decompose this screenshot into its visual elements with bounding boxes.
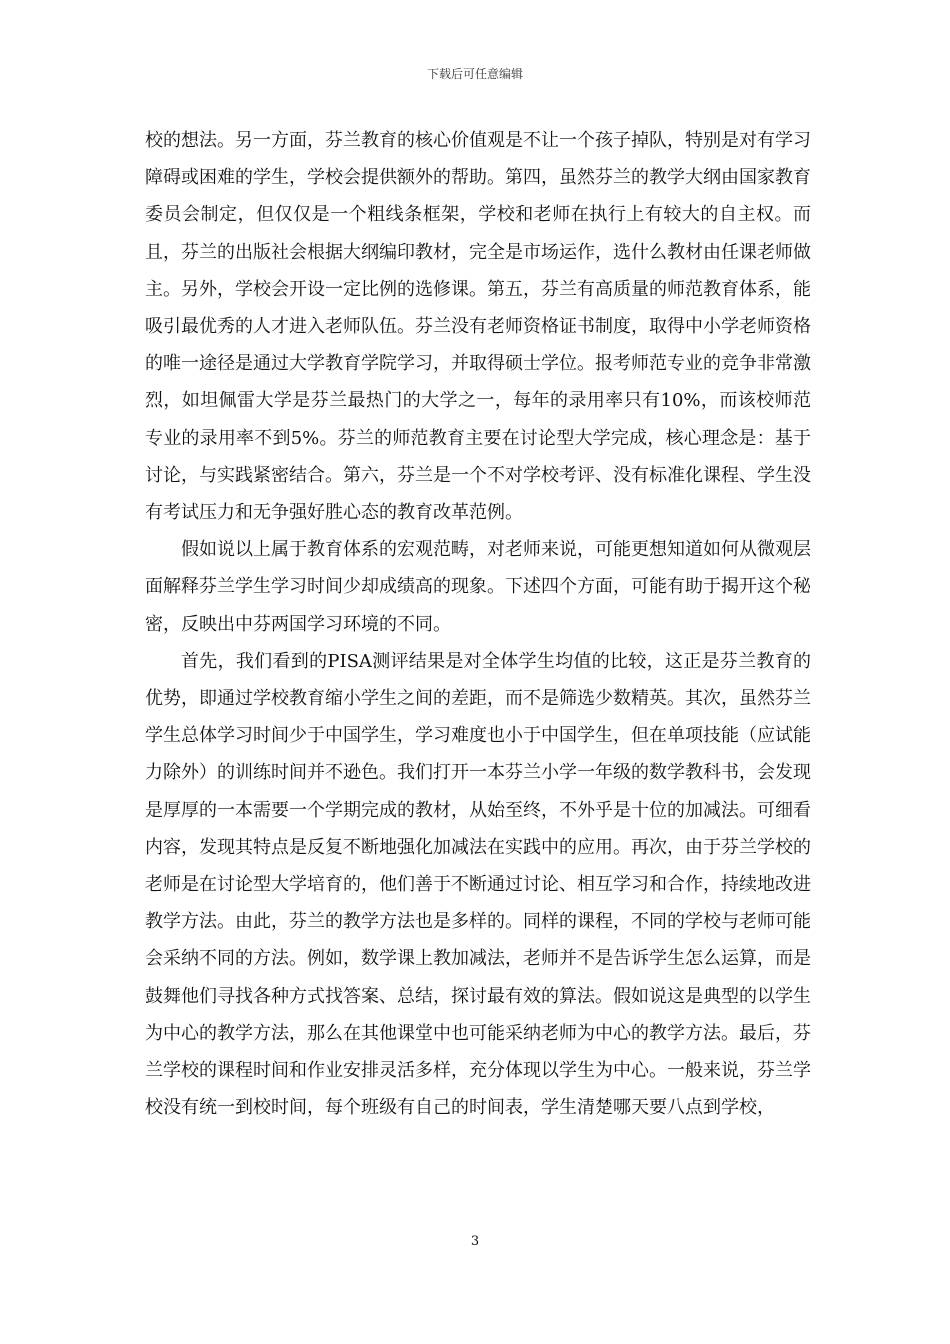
document-body: [145, 122, 811, 1126]
page-number: 3: [470, 1234, 480, 1249]
paragraph-1: 校的想法。另一方面，芬兰教育的核心价值观是不让一个孩子掉队，特别是对有学习障碍或困难的学生，学校会提供额外的帮助。第四，虽然芬兰的教学大纲由国家教育委员会制定，但仅仅是一个粗线条框架，学校和老师在执行上有较大的自主权。而且，芬兰的出版社会根据大纲编印教材，完全是市场运作，选什么教材由任课老师做主。另外，学校会开设一定比例的选修课。第五，芬兰有高质量的师范教育体系，能吸引最优秀的人才进入老师队伍。芬兰没有老师资格证书制度，取得中小学老师资格的唯一途径是通过大学教育学院学习，并取得硕士学位。报考师范专业的竞争非常激烈，如坦佩雷大学是芬兰最热门的大学之一，每年的录用率只有10%，而该校师范专业的录用率不到5%。芬兰的师范教育主要在讨论型大学完成，核心理念是：基于讨论，与实践紧密结合。第六，芬兰是一个不对学校考评、没有标准化课程、学生没有考试压力和无争强好胜心态的教育改革范例。: [145, 130, 811, 524]
page-header: 下载后可任意编辑: [426, 67, 523, 81]
paragraph-2: 假如说以上属于教育体系的宏观范畴，对老师来说，可能更想知道如何从微观层面解释芬兰学生学习时间少却成绩高的现象。下述四个方面，可能有助于揭开这个秘密，反映出中芬两国学习环境的不同。: [145, 539, 811, 635]
paragraph-3: 首先，我们看到的PISA测评结果是对全体学生均值的比较，这正是芬兰教育的优势，即通过学校教育缩小学生之间的差距，而不是筛选少数精英。其次，虽然芬兰学生总体学习时间少于中国学生，学习难度也小于中国学生，但在单项技能（应试能力除外）的训练时间并不逊色。我们打开一本芬兰小学一年级的数学教科书，会发现是厚厚的一本需要一个学期完成的教材，从始至终，不外乎是十位的加减法。可细看内容，发现其特点是反复不断地强化加减法在实践中的应用。再次，由于芬兰学校的老师是在讨论型大学培育的，他们善于不断通过讨论、相互学习和合作，持续地改进教学方法。由此，芬兰的教学方法也是多样的。同样的课程，不同的学校与老师可能会采纳不同的方法。例如，数学课上教加减法，老师并不是告诉学生怎么运算，而是鼓舞他们寻找各种方式找答案、总结，探讨最有效的算法。假如说这是典型的以学生为中心的教学方法，那么在其他课堂中也可能采纳老师为中心的教学方法。最后，芬兰学校的课程时间和作业安排灵活多样，充分体现以学生为中心。一般来说，芬兰学校没有统一到校时间，每个班级有自己的时间表，学生清楚哪天要八点到学校，: [145, 650, 811, 1119]
